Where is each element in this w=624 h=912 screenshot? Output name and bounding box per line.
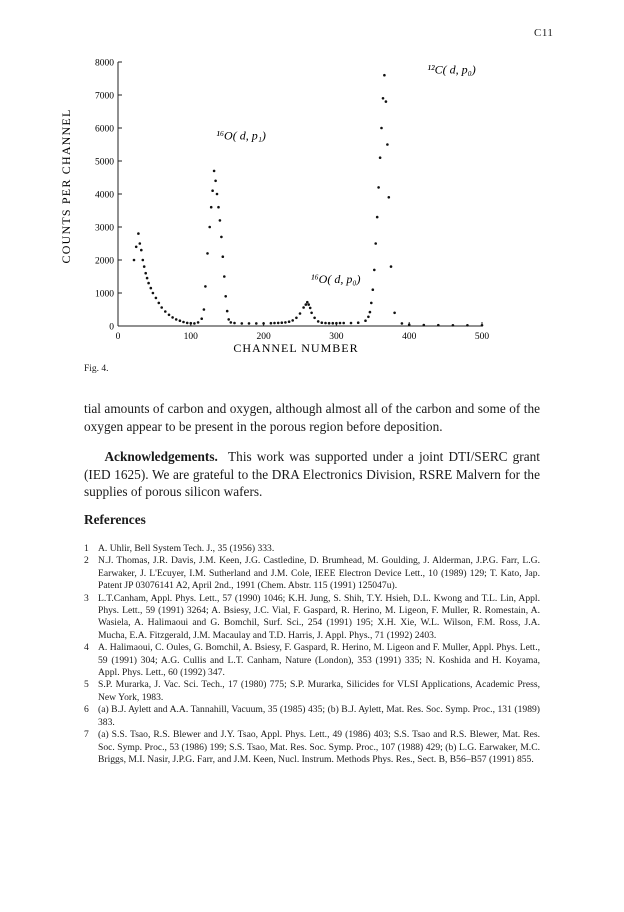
data-point — [377, 186, 380, 189]
reference-text: N.J. Thomas, J.R. Davis, J.M. Keen, J.G. Castledine, D. Brumhead, M. Goulding, J. Alderman, J.P.G. Farr, L.G. Earwaker, J. L'Ecuyer, I.M. Sutherland and J.M. Cole, IEEE Electron Device Lett., 10 (1989) 129; T. Kato, Jap. Patent JP 03076141 A2, April 2nd., 1991 (Chem. Abstr. 115 (1991) 125047u). — [98, 555, 540, 592]
data-point — [481, 324, 484, 327]
y-tick-label: 3000 — [95, 223, 114, 234]
data-point — [203, 308, 206, 311]
spectrum-figure — [0, 0, 624, 370]
data-point — [224, 295, 227, 298]
data-point — [273, 322, 276, 325]
data-point — [206, 252, 209, 255]
data-point — [437, 324, 440, 327]
reference-text: A. Halimaoui, C. Oules, G. Bomchil, A. Bsiesy, F. Gaspard, R. Herino, M. Ligeon and F. Muller, Appl. Phys. Lett., 59 (1991) 304; A.G. Cullis and L.T. Canham, Nature (London), 353 (1991) 335; N. Koshida and H. Koyama, Appl. Phys. Lett., 60 (1992) 347. — [98, 642, 540, 679]
data-point — [147, 282, 150, 285]
data-point — [179, 319, 182, 322]
reference-text: (a) B.J. Aylett and A.A. Tannahill, Vacuum, 35 (1985) 435; (b) B.J. Aylett, Mat. Res. Soc. Symp. Proc., 131 (1989) 383. — [98, 704, 540, 728]
data-point — [370, 302, 373, 305]
data-point — [223, 275, 226, 278]
reference-text: (a) S.S. Tsao, R.S. Blewer and J.Y. Tsao, Appl. Phys. Lett., 49 (1986) 403; S.S. Tsao and R.S. Blewer, Mat. Res. Soc. Symp. Proc., 53 (1986) 199; S.S. Tsao, Mat. Res. Soc. Symp. Proc., 107 (1988) 429; (b) L.G. Earwaker, M.C. Briggs, M.I. Nasir, J.P.G. Farr, and J.M. Keen, Nucl. Instrum. Methods Phys. Res., Sect. B, B56–B57 (1991) 855. — [98, 729, 540, 765]
data-point — [364, 319, 367, 322]
x-ticks — [116, 322, 490, 342]
reference-text: S.P. Murarka, J. Vac. Sci. Tech., 17 (1980) 775; S.P. Murarka, Silicides for VLSI Applications, Academic Press, New York, 1983. — [98, 679, 540, 703]
reference-number: 7 — [84, 729, 89, 741]
reference-item — [84, 555, 540, 592]
data-point — [373, 269, 376, 272]
data-point — [190, 322, 193, 325]
data-point — [335, 322, 338, 325]
reference-number: 6 — [84, 704, 89, 716]
references-heading: References — [84, 512, 146, 527]
reference-number: 3 — [84, 592, 89, 604]
data-point — [466, 324, 469, 327]
data-point — [291, 319, 294, 322]
data-point — [139, 242, 142, 245]
data-point — [150, 287, 153, 290]
data-point — [299, 312, 302, 315]
data-point — [383, 74, 386, 77]
y-tick-label: 7000 — [95, 91, 114, 102]
data-point — [233, 322, 236, 325]
data-point — [217, 206, 220, 209]
data-point — [382, 97, 385, 100]
y-tick-label: 4000 — [95, 190, 114, 201]
x-tick-label: 100 — [183, 332, 198, 342]
data-point — [262, 322, 265, 325]
y-tick-label: 8000 — [95, 58, 114, 69]
data-point — [204, 285, 207, 288]
body-paragraph: tial amounts of carbon and oxygen, although almost all of the carbon and some of the oxygen appear to be present in the porous region before deposition. — [84, 401, 540, 434]
y-axis-label: COUNTS PER CHANNEL — [59, 108, 73, 264]
data-point — [226, 310, 229, 313]
data-point — [214, 180, 217, 183]
y-tick-label: 1000 — [95, 289, 114, 300]
data-point — [197, 321, 200, 324]
data-point — [288, 320, 291, 323]
reference-item — [84, 679, 540, 704]
peak-label: ¹⁶O( d, p₁) — [216, 128, 266, 143]
y-tick-label: 2000 — [95, 256, 114, 267]
data-point — [230, 321, 233, 324]
data-point — [385, 100, 388, 103]
data-point — [357, 321, 360, 324]
page-number: C11 — [534, 27, 554, 39]
data-point — [186, 322, 189, 325]
data-point — [211, 189, 214, 192]
reference-text: A. Uhlir, Bell System Tech. J., 35 (1956) 333. — [98, 543, 275, 554]
data-point — [200, 317, 203, 320]
data-point — [452, 324, 455, 327]
data-point — [350, 322, 353, 325]
data-point — [222, 255, 225, 258]
data-point — [376, 216, 379, 219]
acknowledgements-heading: Acknowledgements. — [104, 449, 218, 464]
data-point — [143, 265, 146, 268]
data-point — [284, 321, 287, 324]
data-point — [307, 303, 310, 306]
data-point — [160, 306, 163, 309]
data-point — [208, 226, 211, 229]
data-point — [281, 321, 284, 324]
data-point — [135, 246, 138, 249]
reference-item — [84, 642, 540, 679]
x-tick-label: 300 — [329, 332, 344, 342]
data-point — [423, 324, 426, 327]
data-point — [372, 288, 375, 291]
data-point — [374, 242, 377, 245]
reference-number: 4 — [84, 642, 89, 654]
data-point — [164, 310, 167, 313]
peak-label: ¹²C( d, p₀) — [427, 62, 476, 77]
reference-number: 2 — [84, 555, 89, 567]
data-point — [309, 307, 312, 310]
data-point — [339, 322, 342, 325]
data-point — [255, 322, 258, 325]
data-point — [155, 297, 158, 300]
x-tick-label: 200 — [256, 332, 271, 342]
data-point — [379, 156, 382, 159]
reference-number: 5 — [84, 679, 89, 691]
data-point — [227, 318, 230, 321]
data-point — [142, 259, 145, 262]
data-point — [306, 301, 309, 304]
data-point — [193, 322, 196, 325]
reference-item — [84, 543, 540, 555]
data-point — [168, 314, 171, 317]
data-point — [158, 302, 161, 305]
references-list — [84, 543, 540, 766]
data-point — [388, 196, 391, 199]
data-points — [133, 74, 484, 327]
reference-item — [84, 729, 540, 766]
data-point — [328, 322, 331, 325]
data-point — [213, 170, 216, 173]
chart-axes — [118, 62, 482, 326]
reference-item — [84, 593, 540, 643]
data-point — [248, 322, 251, 325]
y-tick-label: 0 — [109, 322, 114, 333]
peak-label: ¹⁶O( d, p₀) — [310, 272, 361, 287]
data-point — [182, 321, 185, 324]
data-point — [152, 292, 155, 295]
data-point — [171, 316, 174, 319]
data-point — [317, 320, 320, 323]
acknowledgements-text: This work was supported under a joint DTI/SERC grant (IED 1625). We are grateful to the DRA Electronics Division, RSRE Malvern for the supplies of porous silicon wafers. — [84, 449, 540, 499]
data-point — [332, 322, 335, 325]
reference-text: L.T.Canham, Appl. Phys. Lett., 57 (1990) 1046; K.H. Jung, S. Shih, T.Y. Hsieh, D.L. Kwong and T.L. Lin, Appl. Phys. Lett., 59 (1991) 3264; A. Bsiesy, J.C. Vial, F. Gaspard, R. Herino, M. Ligeon, F. Muller, R. Romestain, A. Wasiela, A. Halimaoui and G. Bomchil, Surf. Sci., 254 (1991) 195; X.H. Xie, W.L. Wilson, F.M. Ross, J.A. Mucha, E.A. Fitzgerald, J.M. Macaulay and T.D. Harris, J. Appl. Phys., 71 (1992) 2403. — [98, 592, 540, 641]
data-point — [137, 232, 140, 235]
data-point — [386, 143, 389, 146]
data-point — [133, 259, 136, 262]
figure-caption: Fig. 4. — [84, 364, 109, 374]
y-tick-label: 6000 — [95, 124, 114, 135]
reference-item — [84, 704, 540, 729]
data-point — [220, 236, 223, 239]
data-point — [175, 318, 178, 321]
data-point — [302, 306, 305, 309]
data-point — [241, 322, 244, 325]
data-point — [342, 322, 345, 325]
data-point — [270, 322, 273, 325]
data-point — [216, 193, 219, 196]
data-point — [219, 219, 222, 222]
data-point — [140, 249, 143, 252]
x-tick-label: 500 — [474, 332, 490, 342]
data-point — [367, 316, 370, 319]
reference-number: 1 — [84, 543, 89, 554]
data-point — [393, 312, 396, 315]
acknowledgements-paragraph — [84, 448, 540, 501]
y-tick-label: 5000 — [95, 157, 114, 168]
data-point — [321, 321, 324, 324]
data-point — [210, 206, 213, 209]
data-point — [401, 322, 404, 325]
peak-annotations — [216, 63, 475, 287]
data-point — [408, 323, 411, 326]
data-point — [144, 272, 147, 275]
x-tick-label: 400 — [402, 332, 417, 342]
data-point — [369, 311, 372, 314]
data-point — [277, 322, 280, 325]
data-point — [324, 322, 327, 325]
x-axis-label: CHANNEL NUMBER — [233, 341, 359, 355]
data-point — [305, 303, 308, 306]
data-point — [390, 265, 393, 268]
data-point — [310, 312, 313, 315]
data-point — [295, 317, 298, 320]
data-point — [380, 127, 383, 130]
x-tick-label: 0 — [115, 332, 121, 342]
data-point — [146, 277, 149, 280]
data-point — [313, 317, 316, 320]
